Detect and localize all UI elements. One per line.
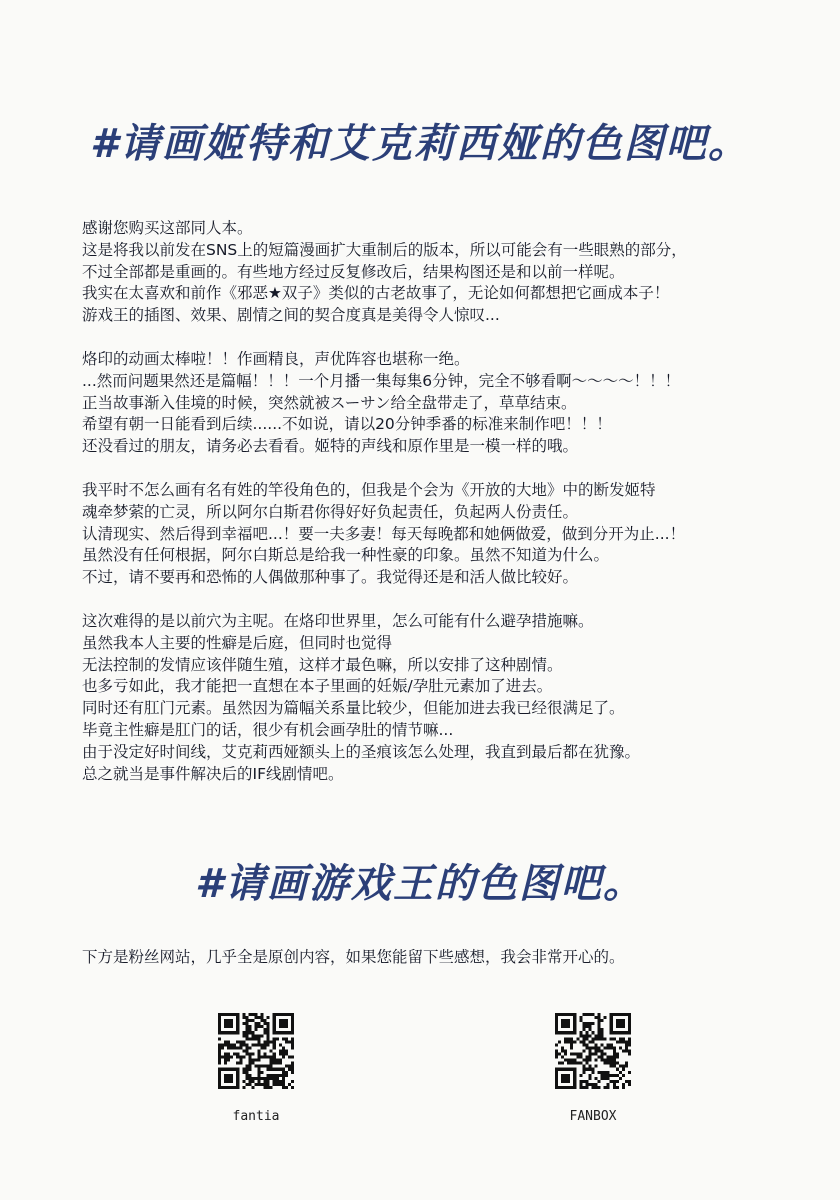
text-line: 希望有朝一日能看到后续......不如说，请以20分钟季番的标准来制作吧！！！ [82,415,612,434]
section-title: #请画游戏王的色图吧。 [195,861,645,907]
closing-text: 下方是粉丝网站，几乎全是原创内容，如果您能留下些感想，我会非常开心的。 [82,948,625,966]
text-line: 感谢您购买这部同人本。 [82,219,253,237]
text-line: 这次难得的是以前穴为主呢。在烙印世界里，怎么可能有什么避孕措施嘛。 [82,611,594,630]
text-line: 魂牵梦萦的亡灵，所以阿尔白斯君你得好好负起责任，负起两人份责任。 [82,502,579,521]
qr-code-icon[interactable] [555,1013,631,1089]
text-line: 无法控制的发情应该伴随生殖，这样才最色嘛，所以安排了这种剧情。 [82,655,563,674]
text-line: 正当故事渐入佳境的时候，突然就被スーサン给全盘带走了，草草结束。 [82,393,577,412]
text-line: ...然而问题果然还是篇幅！！！一个月播一集每集6分钟，完全不够看啊～～～～！！！ [82,371,681,390]
text-line: 虽然没有任何根据，阿尔白斯总是给我一种性豪的印象。虽然不知道为什么。 [82,546,610,565]
text-line: 不过，请不要再和恐怖的人偶做那种事了。我觉得还是和活人做比较好。 [82,568,579,587]
text-line: 总之就当是事件解决后的IF线剧情吧。 [82,764,344,783]
text-line: 游戏王的插图、效果、剧情之间的契合度真是美得令人惊叹... [82,306,500,325]
qr-label-fanbox: FANBOX [569,1109,617,1124]
paragraph-4 [82,611,782,785]
body-text [82,218,782,807]
text-line: 同时还有肛门元素。虽然因为篇幅关系量比较少，但能加进去我已经很满足了。 [82,699,625,718]
page-title: #请画姬特和艾克莉西娅的色图吧。 [90,121,750,167]
text-line: 这是将我以前发在SNS上的短篇漫画扩大重制后的版本，所以可能会有一些眼熟的部分， [82,240,687,259]
qr-label-fantia: fantia [232,1109,280,1124]
text-line: 虽然我本人主要的性癖是后庭，但同时也觉得 [82,633,393,652]
paragraph-1 [82,218,782,327]
text-line: 不过全部都是重画的。有些地方经过反复修改后，结果构图还是和以前一样呢。 [82,262,625,281]
text-line: 我实在太喜欢和前作《邪恶★双子》类似的古老故事了，无论如何都想把它画成本子！ [82,284,670,303]
text-line: 还没看过的朋友，请务必去看看。姬特的声线和原作里是一模一样的哦。 [82,437,579,456]
text-line: 由于没定好时间线，艾克莉西娅额头上的圣痕该怎么处理，我直到最后都在犹豫。 [82,742,641,761]
text-line: 我平时不怎么画有名有姓的竿役角色的，但我是个会为《开放的大地》中的断发姬特 [82,480,656,499]
qr-code-icon[interactable] [218,1013,294,1089]
text-line: 也多亏如此，我才能把一直想在本子里画的妊娠/孕肚元素加了进去。 [82,677,553,696]
paragraph-2 [82,349,782,458]
paragraph-3 [82,480,782,589]
text-line: 认清现实、然后得到幸福吧...！要一夫多妻！每天每晚都和她俩做爱，做到分开为止...！ [82,524,686,543]
text-line: 毕竟主性癖是肛门的话，很少有机会画孕肚的情节嘛... [82,720,454,739]
text-line: 烙印的动画太棒啦！！作画精良，声优阵容也堪称一绝。 [82,349,470,368]
